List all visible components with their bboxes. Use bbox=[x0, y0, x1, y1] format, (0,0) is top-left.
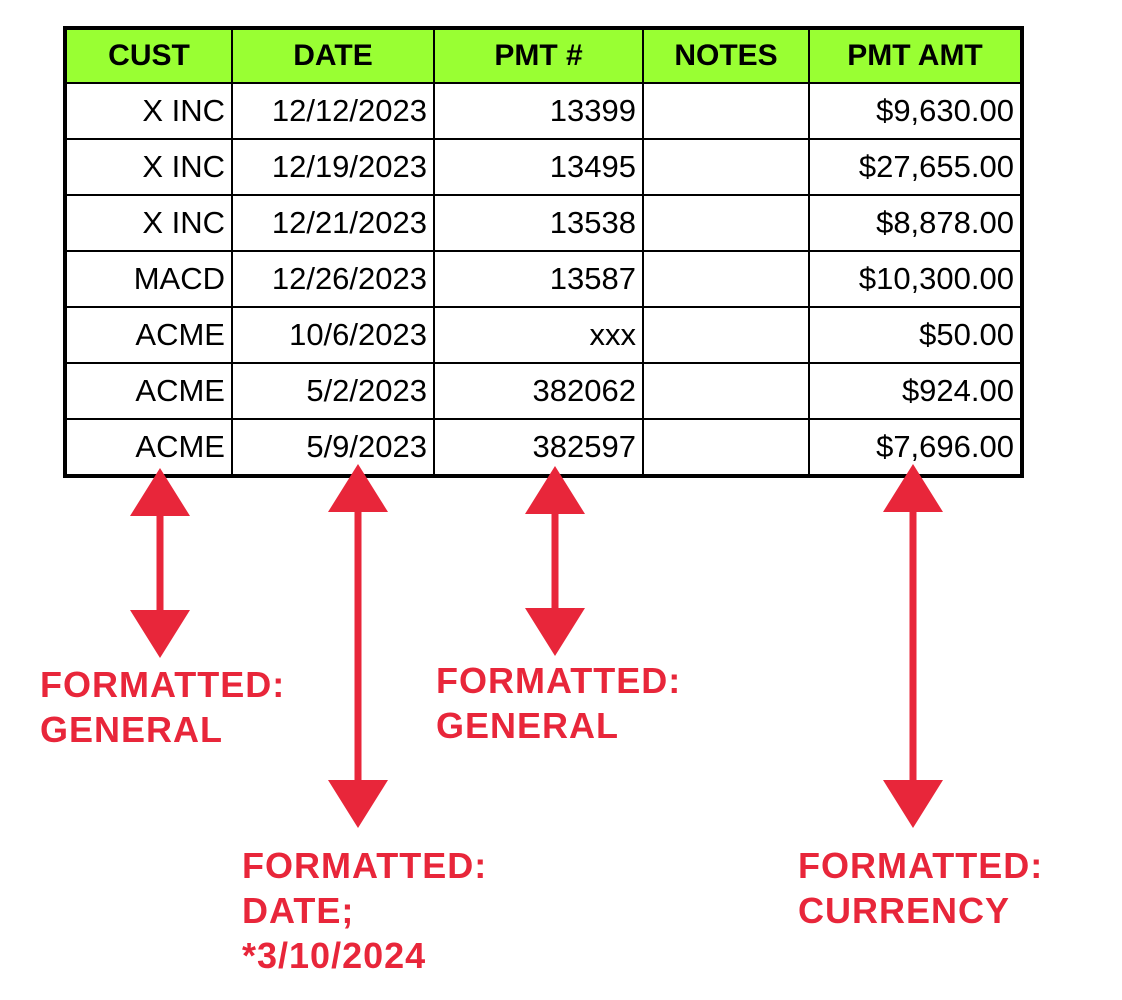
cell-pmt-amt: $7,696.00 bbox=[809, 419, 1022, 476]
pmt-amt-note-line-2: CURRENCY bbox=[798, 890, 1011, 931]
date-note-line-3: *3/10/2024 bbox=[242, 935, 427, 976]
cust-note-line-2: GENERAL bbox=[40, 709, 224, 750]
pmt-amt-format-note bbox=[798, 843, 1043, 933]
cust-note-line-1: FORMATTED: bbox=[40, 664, 286, 705]
header-pmt-number: PMT # bbox=[434, 28, 643, 83]
cell-date: 12/21/2023 bbox=[232, 195, 434, 251]
cell-cust: ACME bbox=[65, 363, 232, 419]
cell-pmt-amt: $924.00 bbox=[809, 363, 1022, 419]
date-arrow bbox=[328, 464, 388, 828]
cell-cust: MACD bbox=[65, 251, 232, 307]
cust-format-note bbox=[40, 662, 285, 752]
header-pmt-amt: PMT AMT bbox=[809, 28, 1022, 83]
cell-pmt-amt: $27,655.00 bbox=[809, 139, 1022, 195]
cell-pmt-amt: $10,300.00 bbox=[809, 251, 1022, 307]
date-note-line-1: FORMATTED: bbox=[242, 845, 488, 886]
cell-pmt-number: 382597 bbox=[434, 419, 643, 476]
cell-pmt-amt: $50.00 bbox=[809, 307, 1022, 363]
pmt-number-note-line-1: FORMATTED: bbox=[436, 660, 682, 701]
cell-cust: X INC bbox=[65, 83, 232, 139]
cell-pmt-number: 13399 bbox=[434, 83, 643, 139]
cell-date: 5/2/2023 bbox=[232, 363, 434, 419]
header-notes: NOTES bbox=[643, 28, 809, 83]
pmt-number-note-line-2: GENERAL bbox=[436, 705, 620, 746]
header-date: DATE bbox=[232, 28, 434, 83]
pmt-amt-arrow bbox=[883, 464, 943, 828]
cell-cust: X INC bbox=[65, 195, 232, 251]
cell-date: 12/12/2023 bbox=[232, 83, 434, 139]
cell-cust: ACME bbox=[65, 307, 232, 363]
pmt-number-format-note bbox=[436, 658, 681, 748]
cell-cust: ACME bbox=[65, 419, 232, 476]
cell-pmt-amt: $9,630.00 bbox=[809, 83, 1022, 139]
cell-pmt-number: 13538 bbox=[434, 195, 643, 251]
cell-pmt-number: 13495 bbox=[434, 139, 643, 195]
cell-date: 12/19/2023 bbox=[232, 139, 434, 195]
cell-pmt-number: 13587 bbox=[434, 251, 643, 307]
cell-pmt-number: 382062 bbox=[434, 363, 643, 419]
cell-pmt-number: xxx bbox=[434, 307, 643, 363]
cell-cust: X INC bbox=[65, 139, 232, 195]
cell-date: 5/9/2023 bbox=[232, 419, 434, 476]
pmt-amt-note-line-1: FORMATTED: bbox=[798, 845, 1044, 886]
cell-date: 12/26/2023 bbox=[232, 251, 434, 307]
cell-date: 10/6/2023 bbox=[232, 307, 434, 363]
cell-pmt-amt: $8,878.00 bbox=[809, 195, 1022, 251]
pmt-number-arrow bbox=[525, 466, 585, 656]
date-note-line-2: DATE; bbox=[242, 890, 355, 931]
cust-arrow bbox=[130, 468, 190, 658]
date-format-note bbox=[242, 843, 487, 978]
header-cust: CUST bbox=[65, 28, 232, 83]
